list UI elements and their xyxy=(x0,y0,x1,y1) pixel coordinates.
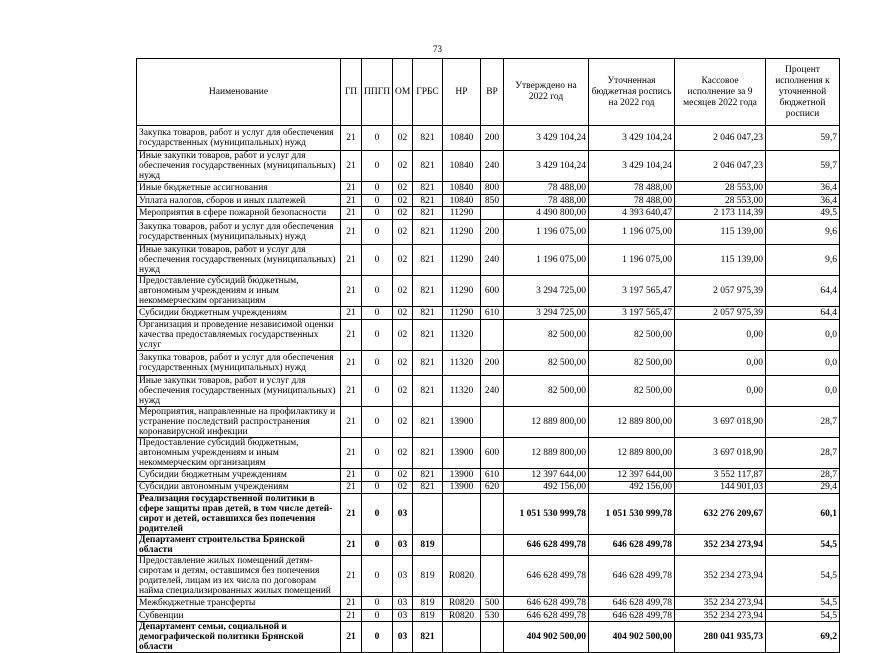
row-om-cell: 03 xyxy=(393,556,413,597)
header-vr: ВР xyxy=(481,59,504,126)
table-row xyxy=(137,468,840,481)
row-gp-cell: 21 xyxy=(341,219,362,244)
row-refined-cell: 12 889 800,00 xyxy=(589,437,675,468)
row-vr-cell: 240 xyxy=(481,245,504,276)
row-name-cell: Закупка товаров, работ и услуг для обеспечения государственных (муниципальных) нужд xyxy=(137,350,341,375)
table-row xyxy=(137,151,840,182)
row-np-cell: R0820 xyxy=(443,609,481,622)
row-ppgp-cell: 0 xyxy=(362,207,393,220)
row-np-cell xyxy=(443,535,481,556)
row-vr-cell: 600 xyxy=(481,276,504,307)
row-name-cell: Предоставление жилых помещений детям-сиротам и детям, оставшимся без попечения родителей, лицам из их числа по договорам найма специализированных жилых помещений xyxy=(137,556,341,597)
row-grbs-cell: 821 xyxy=(413,207,443,220)
row-refined-cell: 12 889 800,00 xyxy=(589,406,675,437)
row-name-cell: Субсидии бюджетным учреждениям xyxy=(137,468,341,481)
row-cash-cell: 3 697 018,90 xyxy=(675,406,766,437)
row-np-cell: 13900 xyxy=(443,468,481,481)
header-ppgp: ППГП xyxy=(362,59,393,126)
row-np-cell: 13900 xyxy=(443,481,481,494)
row-percent-cell: 0,0 xyxy=(766,350,840,375)
row-approved-cell: 82 500,00 xyxy=(504,319,589,350)
row-approved-cell: 1 196 075,00 xyxy=(504,245,589,276)
row-percent-cell: 28,7 xyxy=(766,468,840,481)
row-np-cell: 13900 xyxy=(443,406,481,437)
row-grbs-cell: 821 xyxy=(413,182,443,195)
row-grbs-cell xyxy=(413,494,443,535)
row-name-cell: Департамент строительства Брянской области xyxy=(137,535,341,556)
row-approved-cell: 1 196 075,00 xyxy=(504,219,589,244)
row-vr-cell: 240 xyxy=(481,151,504,182)
row-percent-cell: 59,7 xyxy=(766,151,840,182)
row-gp-cell: 21 xyxy=(341,245,362,276)
row-refined-cell: 1 196 075,00 xyxy=(589,245,675,276)
row-grbs-cell: 821 xyxy=(413,219,443,244)
row-om-cell: 02 xyxy=(393,207,413,220)
table-row xyxy=(137,182,840,195)
row-percent-cell: 28,7 xyxy=(766,437,840,468)
table-row xyxy=(137,481,840,494)
row-grbs-cell: 821 xyxy=(413,276,443,307)
row-vr-cell: 530 xyxy=(481,609,504,622)
row-name-cell: Субсидии автономным учреждениям xyxy=(137,481,341,494)
row-np-cell: 11290 xyxy=(443,276,481,307)
row-percent-cell: 36,4 xyxy=(766,182,840,195)
row-name-cell: Организация и проведение независимой оценки качества предоставляемых государственных услуг xyxy=(137,319,341,350)
row-vr-cell xyxy=(481,494,504,535)
row-name-cell: Иные бюджетные ассигнования xyxy=(137,182,341,195)
row-percent-cell: 0,0 xyxy=(766,375,840,406)
row-om-cell: 03 xyxy=(393,609,413,622)
row-cash-cell: 352 234 273,94 xyxy=(675,609,766,622)
row-ppgp-cell: 0 xyxy=(362,375,393,406)
row-ppgp-cell: 0 xyxy=(362,494,393,535)
row-np-cell: 10840 xyxy=(443,194,481,207)
row-vr-cell: 610 xyxy=(481,468,504,481)
table-row xyxy=(137,494,840,535)
row-ppgp-cell: 0 xyxy=(362,350,393,375)
row-approved-cell: 12 889 800,00 xyxy=(504,437,589,468)
row-np-cell: R0820 xyxy=(443,597,481,610)
row-ppgp-cell: 0 xyxy=(362,468,393,481)
row-name-cell: Иные закупки товаров, работ и услуг для обеспечения государственных (муниципальных) нужд xyxy=(137,375,341,406)
row-cash-cell: 115 139,00 xyxy=(675,219,766,244)
row-approved-cell: 4 490 800,00 xyxy=(504,207,589,220)
header-grbs: ГРБС xyxy=(413,59,443,126)
table-row xyxy=(137,319,840,350)
row-ppgp-cell: 0 xyxy=(362,481,393,494)
row-cash-cell: 0,00 xyxy=(675,350,766,375)
row-approved-cell: 78 488,00 xyxy=(504,194,589,207)
row-ppgp-cell: 0 xyxy=(362,276,393,307)
row-vr-cell: 200 xyxy=(481,350,504,375)
header-percent: Процент исполнения к уточненной бюджетной росписи xyxy=(766,59,840,126)
row-percent-cell: 28,7 xyxy=(766,406,840,437)
row-gp-cell: 21 xyxy=(341,307,362,320)
row-cash-cell: 2 057 975,39 xyxy=(675,307,766,320)
table-row xyxy=(137,375,840,406)
row-percent-cell: 54,5 xyxy=(766,556,840,597)
row-grbs-cell: 821 xyxy=(413,126,443,151)
row-grbs-cell: 819 xyxy=(413,556,443,597)
row-refined-cell: 646 628 499,78 xyxy=(589,556,675,597)
row-refined-cell: 404 902 500,00 xyxy=(589,622,675,653)
row-approved-cell: 12 889 800,00 xyxy=(504,406,589,437)
row-vr-cell xyxy=(481,556,504,597)
header-row xyxy=(137,59,840,126)
header-np: НР xyxy=(443,59,481,126)
row-percent-cell: 54,5 xyxy=(766,535,840,556)
row-grbs-cell: 821 xyxy=(413,437,443,468)
row-refined-cell: 82 500,00 xyxy=(589,350,675,375)
row-om-cell: 02 xyxy=(393,437,413,468)
row-percent-cell: 0,0 xyxy=(766,319,840,350)
row-grbs-cell: 821 xyxy=(413,350,443,375)
row-approved-cell: 646 628 499,78 xyxy=(504,609,589,622)
row-vr-cell: 500 xyxy=(481,597,504,610)
row-name-cell: Иные закупки товаров, работ и услуг для обеспечения государственных (муниципальных) нужд xyxy=(137,245,341,276)
row-om-cell: 02 xyxy=(393,406,413,437)
row-om-cell: 02 xyxy=(393,350,413,375)
row-grbs-cell: 821 xyxy=(413,307,443,320)
header-refined: Уточненная бюджетная роспись на 2022 год xyxy=(589,59,675,126)
row-name-cell: Закупка товаров, работ и услуг для обеспечения государственных (муниципальных) нужд xyxy=(137,126,341,151)
row-ppgp-cell: 0 xyxy=(362,182,393,195)
row-grbs-cell: 819 xyxy=(413,609,443,622)
row-ppgp-cell: 0 xyxy=(362,151,393,182)
row-ppgp-cell: 0 xyxy=(362,437,393,468)
row-approved-cell: 646 628 499,78 xyxy=(504,535,589,556)
row-refined-cell: 82 500,00 xyxy=(589,375,675,406)
row-approved-cell: 3 429 104,24 xyxy=(504,126,589,151)
row-refined-cell: 12 397 644,00 xyxy=(589,468,675,481)
row-approved-cell: 82 500,00 xyxy=(504,375,589,406)
row-cash-cell: 144 901,03 xyxy=(675,481,766,494)
row-gp-cell: 21 xyxy=(341,556,362,597)
row-percent-cell: 54,5 xyxy=(766,609,840,622)
row-cash-cell: 28 553,00 xyxy=(675,182,766,195)
row-percent-cell: 49,5 xyxy=(766,207,840,220)
row-np-cell: 10840 xyxy=(443,126,481,151)
row-grbs-cell: 821 xyxy=(413,406,443,437)
row-gp-cell: 21 xyxy=(341,319,362,350)
row-gp-cell: 21 xyxy=(341,468,362,481)
row-vr-cell xyxy=(481,406,504,437)
row-grbs-cell: 821 xyxy=(413,151,443,182)
row-approved-cell: 3 294 725,00 xyxy=(504,276,589,307)
row-percent-cell: 36,4 xyxy=(766,194,840,207)
row-gp-cell: 21 xyxy=(341,194,362,207)
row-vr-cell: 610 xyxy=(481,307,504,320)
row-ppgp-cell: 0 xyxy=(362,535,393,556)
row-ppgp-cell: 0 xyxy=(362,609,393,622)
row-om-cell: 02 xyxy=(393,319,413,350)
row-gp-cell: 21 xyxy=(341,207,362,220)
row-om-cell: 02 xyxy=(393,126,413,151)
table-row xyxy=(137,350,840,375)
row-percent-cell: 60,1 xyxy=(766,494,840,535)
row-refined-cell: 82 500,00 xyxy=(589,319,675,350)
row-grbs-cell: 821 xyxy=(413,375,443,406)
row-gp-cell: 21 xyxy=(341,182,362,195)
row-om-cell: 02 xyxy=(393,151,413,182)
row-cash-cell: 0,00 xyxy=(675,319,766,350)
row-approved-cell: 492 156,00 xyxy=(504,481,589,494)
row-gp-cell: 21 xyxy=(341,151,362,182)
row-np-cell: 10840 xyxy=(443,151,481,182)
row-grbs-cell: 821 xyxy=(413,245,443,276)
row-om-cell: 02 xyxy=(393,182,413,195)
row-vr-cell xyxy=(481,622,504,653)
row-percent-cell: 29,4 xyxy=(766,481,840,494)
header-gp: ГП xyxy=(341,59,362,126)
row-np-cell: 11290 xyxy=(443,245,481,276)
row-gp-cell: 21 xyxy=(341,609,362,622)
row-om-cell: 02 xyxy=(393,375,413,406)
row-vr-cell: 850 xyxy=(481,194,504,207)
table-row xyxy=(137,597,840,610)
row-percent-cell: 59,7 xyxy=(766,126,840,151)
row-ppgp-cell: 0 xyxy=(362,126,393,151)
row-np-cell: 11320 xyxy=(443,319,481,350)
row-name-cell: Субвенции xyxy=(137,609,341,622)
row-vr-cell xyxy=(481,319,504,350)
row-gp-cell: 21 xyxy=(341,375,362,406)
row-refined-cell: 3 429 104,24 xyxy=(589,126,675,151)
row-name-cell: Уплата налогов, сборов и иных платежей xyxy=(137,194,341,207)
row-om-cell: 02 xyxy=(393,307,413,320)
row-vr-cell xyxy=(481,535,504,556)
row-np-cell: 11290 xyxy=(443,219,481,244)
row-cash-cell: 2 046 047,23 xyxy=(675,126,766,151)
row-ppgp-cell: 0 xyxy=(362,307,393,320)
page-number: 73 xyxy=(433,44,442,54)
row-refined-cell: 1 051 530 999,78 xyxy=(589,494,675,535)
row-np-cell: R0820 xyxy=(443,556,481,597)
row-grbs-cell: 821 xyxy=(413,468,443,481)
row-approved-cell: 646 628 499,78 xyxy=(504,597,589,610)
row-refined-cell: 3 429 104,24 xyxy=(589,151,675,182)
table-row xyxy=(137,609,840,622)
row-cash-cell: 632 276 209,67 xyxy=(675,494,766,535)
table-row xyxy=(137,406,840,437)
row-cash-cell: 28 553,00 xyxy=(675,194,766,207)
row-percent-cell: 9,6 xyxy=(766,245,840,276)
row-ppgp-cell: 0 xyxy=(362,194,393,207)
row-np-cell xyxy=(443,494,481,535)
row-ppgp-cell: 0 xyxy=(362,406,393,437)
row-cash-cell: 352 234 273,94 xyxy=(675,535,766,556)
row-cash-cell: 0,00 xyxy=(675,375,766,406)
row-ppgp-cell: 0 xyxy=(362,622,393,653)
row-om-cell: 02 xyxy=(393,219,413,244)
header-approved: Утверждено на 2022 год xyxy=(504,59,589,126)
row-om-cell: 02 xyxy=(393,245,413,276)
row-approved-cell: 78 488,00 xyxy=(504,182,589,195)
row-name-cell: Мероприятия в сфере пожарной безопасности xyxy=(137,207,341,220)
row-refined-cell: 492 156,00 xyxy=(589,481,675,494)
row-gp-cell: 21 xyxy=(341,406,362,437)
row-name-cell: Департамент семьи, социальной и демографической политики Брянской области xyxy=(137,622,341,653)
row-name-cell: Предоставление субсидий бюджетным, автономным учреждениям и иным некоммерческим организациям xyxy=(137,276,341,307)
row-gp-cell: 21 xyxy=(341,126,362,151)
table-body xyxy=(137,126,840,653)
header-name: Наименование xyxy=(137,59,341,126)
row-gp-cell: 21 xyxy=(341,494,362,535)
row-refined-cell: 78 488,00 xyxy=(589,194,675,207)
row-np-cell: 11320 xyxy=(443,375,481,406)
row-vr-cell: 800 xyxy=(481,182,504,195)
row-cash-cell: 3 552 117,87 xyxy=(675,468,766,481)
row-refined-cell: 3 197 565,47 xyxy=(589,276,675,307)
row-np-cell xyxy=(443,622,481,653)
row-gp-cell: 21 xyxy=(341,622,362,653)
row-grbs-cell: 821 xyxy=(413,194,443,207)
table-row xyxy=(137,535,840,556)
row-name-cell: Мероприятия, направленные на профилактику и устранение последствий распространения коронавирусной инфекции xyxy=(137,406,341,437)
row-refined-cell: 3 197 565,47 xyxy=(589,307,675,320)
header-cash: Кассовое исполнение за 9 месяцев 2022 года xyxy=(675,59,766,126)
budget-table xyxy=(136,58,840,653)
table-row xyxy=(137,207,840,220)
row-np-cell: 13900 xyxy=(443,437,481,468)
row-grbs-cell: 819 xyxy=(413,535,443,556)
row-np-cell: 10840 xyxy=(443,182,481,195)
row-gp-cell: 21 xyxy=(341,350,362,375)
row-om-cell: 03 xyxy=(393,622,413,653)
row-grbs-cell: 821 xyxy=(413,319,443,350)
table-row xyxy=(137,219,840,244)
row-ppgp-cell: 0 xyxy=(362,245,393,276)
table-row xyxy=(137,126,840,151)
row-refined-cell: 78 488,00 xyxy=(589,182,675,195)
row-np-cell: 11290 xyxy=(443,207,481,220)
row-np-cell: 11290 xyxy=(443,307,481,320)
row-approved-cell: 82 500,00 xyxy=(504,350,589,375)
row-percent-cell: 69,2 xyxy=(766,622,840,653)
row-om-cell: 02 xyxy=(393,468,413,481)
row-grbs-cell: 821 xyxy=(413,622,443,653)
row-ppgp-cell: 0 xyxy=(362,556,393,597)
row-vr-cell: 200 xyxy=(481,126,504,151)
row-om-cell: 03 xyxy=(393,597,413,610)
row-percent-cell: 64,4 xyxy=(766,276,840,307)
row-cash-cell: 280 041 935,73 xyxy=(675,622,766,653)
row-refined-cell: 1 196 075,00 xyxy=(589,219,675,244)
row-vr-cell: 240 xyxy=(481,375,504,406)
row-gp-cell: 21 xyxy=(341,437,362,468)
row-approved-cell: 3 294 725,00 xyxy=(504,307,589,320)
row-name-cell: Предоставление субсидий бюджетным, автономным учреждениям и иным некоммерческим организациям xyxy=(137,437,341,468)
table-row xyxy=(137,437,840,468)
row-gp-cell: 21 xyxy=(341,535,362,556)
row-ppgp-cell: 0 xyxy=(362,319,393,350)
row-vr-cell xyxy=(481,207,504,220)
row-refined-cell: 646 628 499,78 xyxy=(589,609,675,622)
row-cash-cell: 2 173 114,39 xyxy=(675,207,766,220)
row-cash-cell: 352 234 273,94 xyxy=(675,556,766,597)
row-cash-cell: 115 139,00 xyxy=(675,245,766,276)
row-approved-cell: 1 051 530 999,78 xyxy=(504,494,589,535)
row-vr-cell: 200 xyxy=(481,219,504,244)
row-refined-cell: 646 628 499,78 xyxy=(589,535,675,556)
row-approved-cell: 3 429 104,24 xyxy=(504,151,589,182)
row-om-cell: 02 xyxy=(393,194,413,207)
row-grbs-cell: 821 xyxy=(413,481,443,494)
row-name-cell: Межбюджетные трансферты xyxy=(137,597,341,610)
table-row xyxy=(137,556,840,597)
table-row xyxy=(137,276,840,307)
row-ppgp-cell: 0 xyxy=(362,597,393,610)
row-gp-cell: 21 xyxy=(341,276,362,307)
row-np-cell: 11320 xyxy=(443,350,481,375)
row-vr-cell: 600 xyxy=(481,437,504,468)
row-approved-cell: 404 902 500,00 xyxy=(504,622,589,653)
table-row xyxy=(137,307,840,320)
row-cash-cell: 352 234 273,94 xyxy=(675,597,766,610)
row-name-cell: Субсидии бюджетным учреждениям xyxy=(137,307,341,320)
row-approved-cell: 646 628 499,78 xyxy=(504,556,589,597)
row-percent-cell: 54,5 xyxy=(766,597,840,610)
row-cash-cell: 3 697 018,90 xyxy=(675,437,766,468)
row-name-cell: Реализация государственной политики в сфере защиты прав детей, в том числе детей-сирот и детей, оставшихся без попечения родителей xyxy=(137,494,341,535)
row-om-cell: 02 xyxy=(393,481,413,494)
header-om: ОМ xyxy=(393,59,413,126)
row-percent-cell: 9,6 xyxy=(766,219,840,244)
table-row xyxy=(137,245,840,276)
row-cash-cell: 2 057 975,39 xyxy=(675,276,766,307)
row-ppgp-cell: 0 xyxy=(362,219,393,244)
row-gp-cell: 21 xyxy=(341,597,362,610)
table-row xyxy=(137,622,840,653)
row-name-cell: Иные закупки товаров, работ и услуг для обеспечения государственных (муниципальных) нужд xyxy=(137,151,341,182)
row-om-cell: 03 xyxy=(393,494,413,535)
row-om-cell: 03 xyxy=(393,535,413,556)
row-refined-cell: 4 393 640,47 xyxy=(589,207,675,220)
row-name-cell: Закупка товаров, работ и услуг для обеспечения государственных (муниципальных) нужд xyxy=(137,219,341,244)
row-approved-cell: 12 397 644,00 xyxy=(504,468,589,481)
row-cash-cell: 2 046 047,23 xyxy=(675,151,766,182)
row-grbs-cell: 819 xyxy=(413,597,443,610)
row-refined-cell: 646 628 499,78 xyxy=(589,597,675,610)
row-percent-cell: 64,4 xyxy=(766,307,840,320)
row-vr-cell: 620 xyxy=(481,481,504,494)
table-row xyxy=(137,194,840,207)
row-gp-cell: 21 xyxy=(341,481,362,494)
row-om-cell: 02 xyxy=(393,276,413,307)
